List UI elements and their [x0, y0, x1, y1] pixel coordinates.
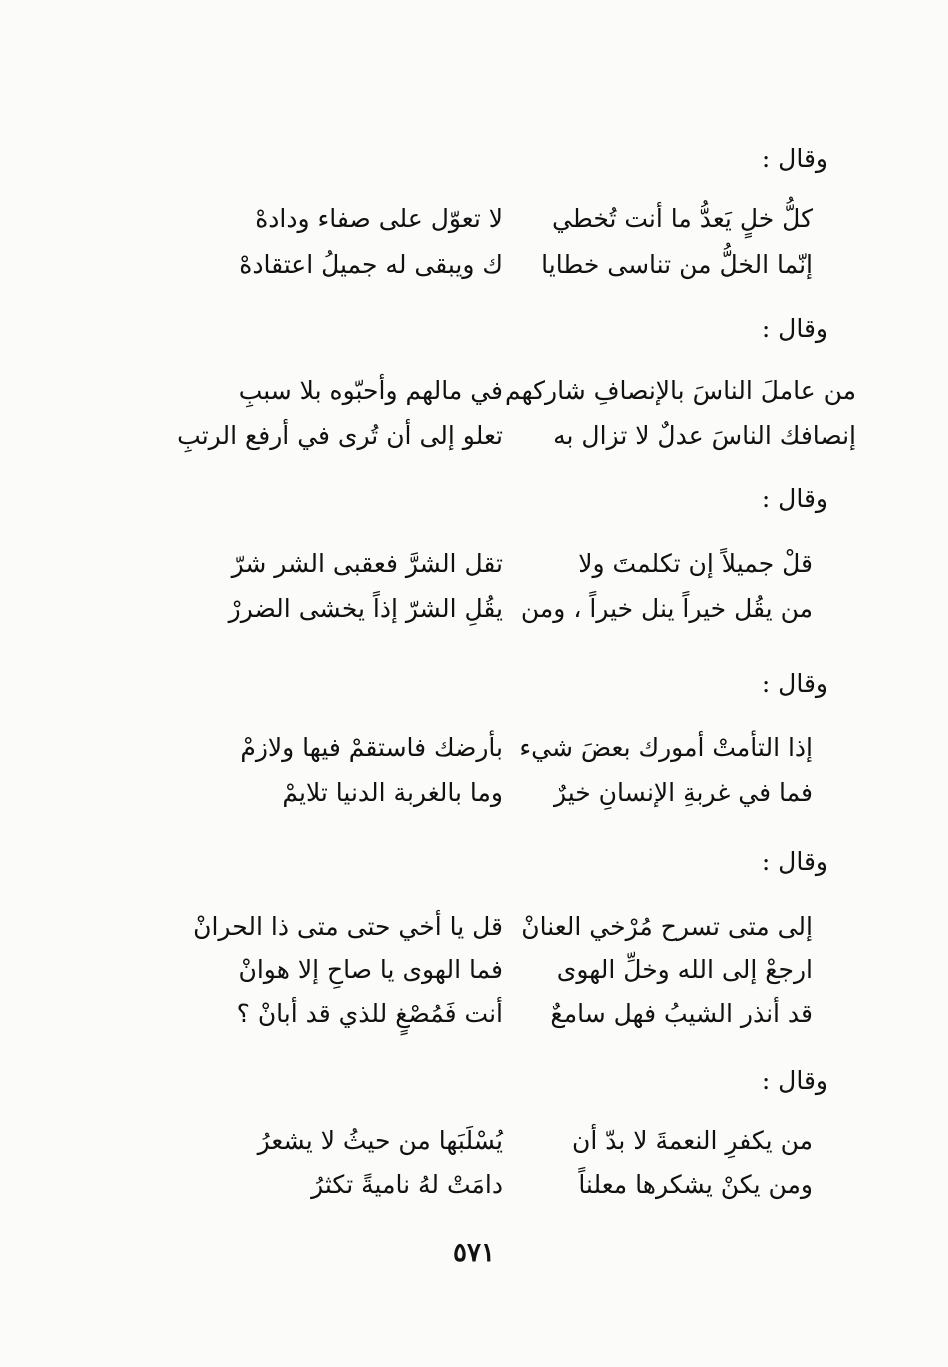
verse-second-hemistich: ك ويبقى له جميلُ اعتقادهْ: [239, 250, 503, 279]
verse-second-hemistich: قل يا أخي حتى متى ذا الحرانْ: [193, 912, 503, 941]
verse-first-hemistich: إنّما الخلُّ من تناسى خطايا: [541, 250, 813, 279]
verse-second-hemistich: في مالهم وأحبّوه بلا سببِ: [238, 376, 503, 405]
verse-second-hemistich: دامَتْ لهُ ناميةً تكثرُ: [311, 1170, 503, 1199]
section-heading: وقال :: [761, 144, 828, 173]
verse-second-hemistich: تقل الشرَّ فعقبى الشر شرّ: [231, 549, 503, 578]
verse-first-hemistich: من عاملَ الناسَ بالإنصافِ شاركهم: [504, 376, 856, 405]
verse-second-hemistich: تعلو إلى أن تُرى في أرفع الرتبِ: [177, 421, 503, 450]
verse-first-hemistich: ارجعْ إلى الله وخلِّ الهوى: [556, 955, 813, 984]
verse-first-hemistich: قد أنذر الشيبُ فهل سامعٌ: [550, 999, 813, 1028]
section-heading: وقال :: [761, 847, 828, 876]
verse-second-hemistich: بأرضك فاستقمْ فيها ولازمْ: [240, 733, 503, 762]
verse-second-hemistich: يُسْلَبَها من حيثُ لا يشعرُ: [257, 1126, 503, 1155]
verse-first-hemistich: من يكفرِ النعمةَ لا بدّ أن: [571, 1126, 813, 1155]
verse-first-hemistich: كلُّ خلٍ يَعدُّ ما أنت تُخطي: [552, 204, 813, 233]
verse-first-hemistich: قلْ جميلاً إن تكلمتَ ولا: [578, 549, 813, 578]
verse-first-hemistich: من يقُل خيراً ينل خيراً ، ومن: [520, 594, 813, 623]
verse-second-hemistich: فما الهوى يا صاحِ إلا هوانْ: [238, 955, 503, 984]
verse-second-hemistich: أنت فَمُصْغٍ للذي قد أبانْ ؟: [236, 999, 503, 1028]
verse-first-hemistich: إلى متى تسرح مُرْخي العنانْ: [521, 912, 813, 941]
verse-second-hemistich: يقُلِ الشرّ إذاً يخشى الضررْ: [228, 594, 503, 623]
section-heading: وقال :: [761, 1066, 828, 1095]
section-heading: وقال :: [761, 314, 828, 343]
section-heading: وقال :: [761, 484, 828, 513]
verse-second-hemistich: وما بالغربة الدنيا تلايمْ: [282, 778, 503, 807]
section-heading: وقال :: [761, 669, 828, 698]
page-number: ٥٧١: [453, 1238, 495, 1268]
verse-first-hemistich: إذا التأمتْ أمورك بعضَ شيء: [519, 733, 813, 762]
verse-first-hemistich: فما في غربةِ الإنسانِ خيرٌ: [553, 778, 813, 807]
verse-first-hemistich: إنصافك الناسَ عدلٌ لا تزال به: [553, 421, 856, 450]
verse-first-hemistich: ومن يكنْ يشكرها معلناً: [578, 1170, 813, 1199]
verse-second-hemistich: لا تعوّل على صفاء ودادهْ: [255, 204, 503, 233]
